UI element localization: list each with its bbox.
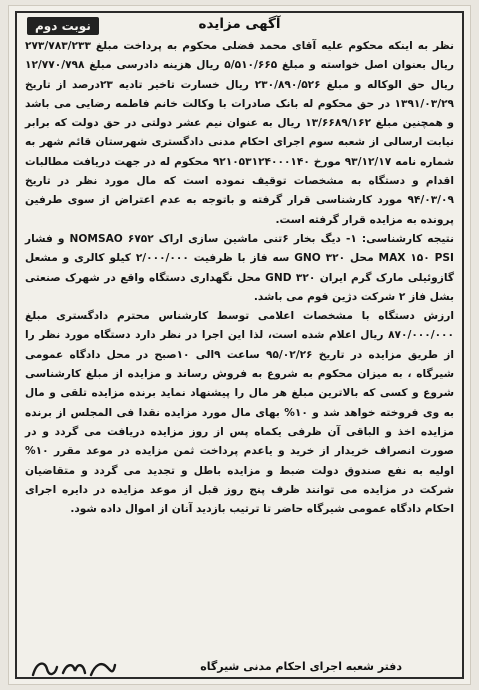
notice-paragraph-judgment: نظر به اینکه محکوم علیه آقای محمد فضلی محکوم به پرداخت مبلغ ۲۷۳/۷۸۳/۲۳۳ ریال بعنوان اصل خواسته و مبلغ ۵/۵۱۰/۶۶۵ ریال هزینه دادرسی مبلغ ۱۲/۷۷۰/۷۹۸ ریال حق الوکاله و مبلغ ۲۳۰/۸۹۰/۵۲۶ ریال خسارت تاخیر تادیه ۲۳درصد از تاریخ ۱۳۹۱/۰۳/۲۹ در حق محکوم له بانک صادرات با وکالت خانم فاطمه رضایی می باشد و همچنین مبلغ ۱۳/۶۶۸۹/۱۶۲ ریال به عنوان نیم عشر دولتی در حق دولت که برابر نیابت ارسالی از شعبه سوم اجرای احکام مدنی دادگستری شهرستان قائم شهر به شماره نامه ۹۳/۱۲/۱۷ مورخ ۹۲۱۰۵۳۱۲۴۰۰۰۱۴۰ محکوم له در جهت دریافت مطالبات اقدام و دستگاه به مشخصات توقیف نموده است که مال مورد نظر در تاریخ ۹۴/۰۳/۰۹ مورد کارشناسی قرار گرفته و باتوجه به عدم اعتراض از سوی طرفین پرونده به مزایده قرار گرفته است. (25, 40, 455, 226)
notice-frame (15, 11, 464, 679)
notice-paragraph-appraisal: نتیجه کارشناسی: ۱- دیگ بخار ۶تنی ماشین سازی اراک NOMSAO ۶۷۵۲ و فشار MAX ۱۵۰ PSI محل ۳۲۰ GNO سه فاز با ظرفیت ۲/۰۰۰/۰۰۰ کیلو کالری و مشعل گازوئیلی مارک گرم ایران GND ۳۲۰ محل نگهداری دستگاه واقع در شهرک صنعتی بشل فاز ۲ شرکت دژین فوم می باشد. (25, 232, 454, 303)
notice-title: آگهی مزایده (198, 16, 281, 32)
notice-paragraph-auction-terms: ارزش دستگاه با مشخصات اعلامی توسط کارشناس محترم دادگستری مبلغ ۸۷۰/۰۰۰/۰۰۰ ریال اعلام شده است، لذا این اجرا در نظر دارد دستگاه مورد نظر را از طریق مزایده در تاریخ ۹۵/۰۲/۲۶ ساعت ۹الی ۱۰صبح در محل دادگاه عمومی شیرگاه ، به میزان محکوم به شروع به فروش رساند و مزایده از مبلغ کارشناسی شروع و کسی که بالاترین مبلغ هر مال را پیشنهاد نماید برنده مزایده تلقی و مال به وی فروخته خواهد شد و ۱۰% بهای مال مورد مزایده نقدا فی المجلس از برنده مزایده اخذ و الباقی آن ظرفی یکماه پس از روز مزایده دریافت می گردد و در صورت انصراف خریدار از خرید و یاعدم پرداخت ثمن مزایده در موعد مقرر ۱۰% اولیه به نفع صندوق دولت ضبط و مزایده باطل و تجدید می گردد و متقاضیان شرکت در مزایده می توانند ظرف پنج روز قبل از موعد مزایده در دایره اجرای احکام دادگاه عمومی شیرگاه حاضر تا ترتیب بازدید آنان از اموال داده شود. (25, 310, 454, 516)
newspaper-clipping (8, 5, 471, 685)
notice-body (25, 37, 454, 519)
round-badge: نوبت دوم (27, 17, 99, 35)
signature-line: دفتر شعبه اجرای احکام مدنی شیرگاه (200, 660, 402, 673)
handwritten-number-mark (27, 655, 119, 681)
